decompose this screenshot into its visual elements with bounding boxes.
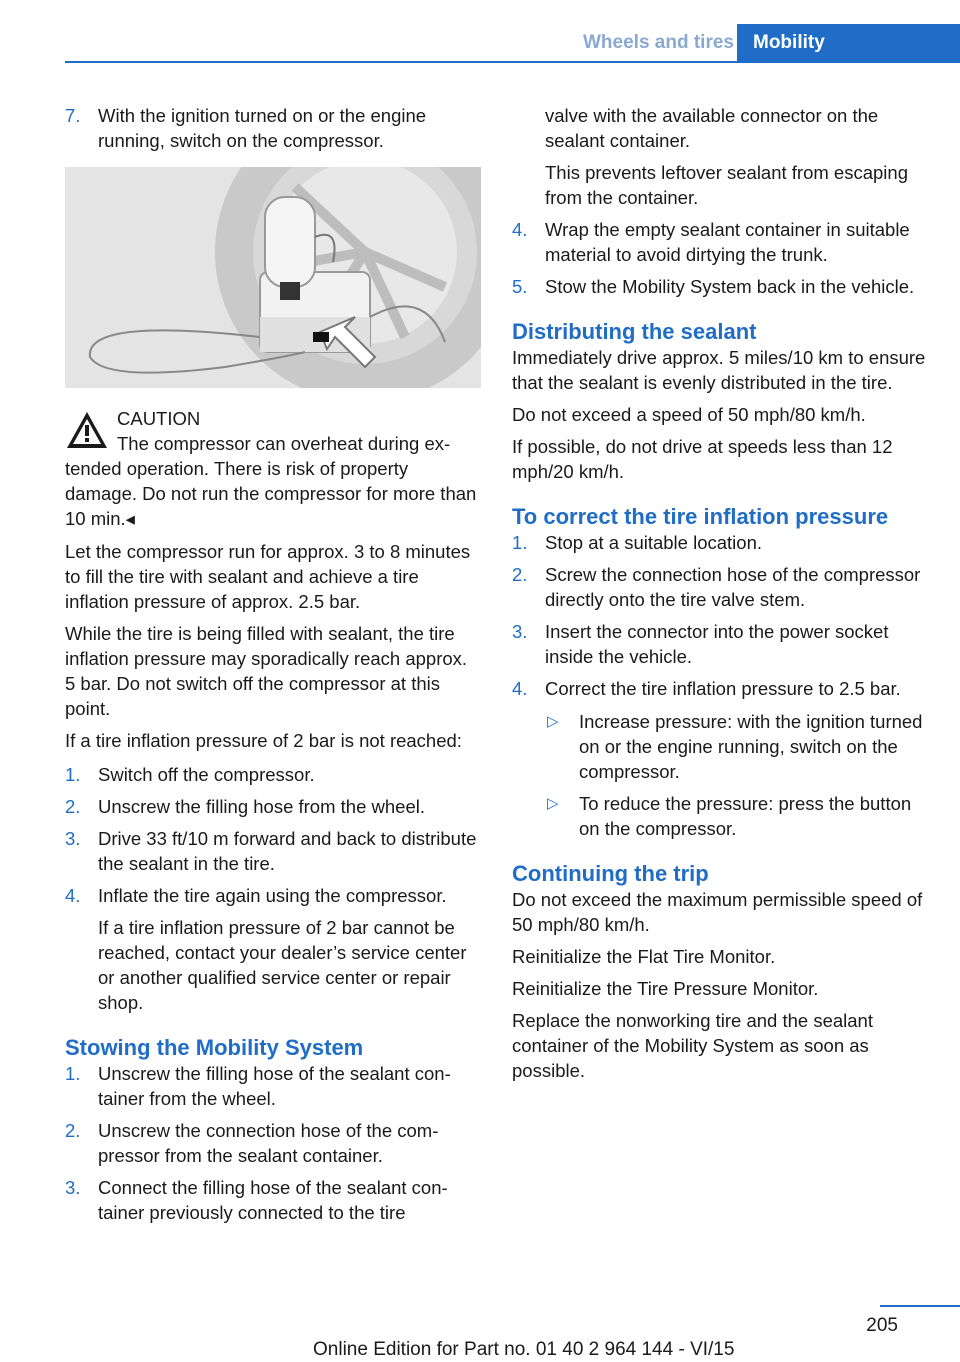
- list-item: [512, 676, 932, 841]
- list-text: Drive 33 ft/10 m forward and back to distribute the sealant in the tire.: [98, 828, 477, 874]
- list-item: [65, 1118, 481, 1168]
- list-text: Switch off the compressor.: [98, 764, 315, 785]
- footer-rule: [880, 1305, 960, 1307]
- caution-text-1: The compressor can overheat during ex-: [117, 433, 451, 454]
- list-text: Stow the Mobility System back in the vehicle.: [545, 276, 915, 297]
- bullet-triangle-icon: ▷: [547, 795, 559, 812]
- paragraph: Do not exceed the maximum permissible speed of 50 mph/80 km/h.: [512, 889, 923, 935]
- warning-triangle-icon: [65, 410, 109, 450]
- list-item: [512, 217, 932, 267]
- list-text: Inflate the tire again using the compressor.: [98, 885, 447, 906]
- heading-distributing: Distributing the sealant: [512, 319, 757, 344]
- list-text: Unscrew the connection hose of the compressor from the sealant container.: [98, 1120, 439, 1166]
- list-item: [65, 883, 481, 1015]
- list-item: [512, 530, 932, 555]
- compressor-illustration: [65, 167, 481, 388]
- list-item: [512, 562, 932, 612]
- numbered-list: [65, 762, 481, 1015]
- caution-notice: [65, 406, 481, 531]
- list-number: 3.: [512, 621, 528, 642]
- paragraph: Let the compressor run for approx. 3 to 8 minutes to fill the tire with sealant and achieve a tire inflation pressure of approx. 2.5 bar.: [65, 541, 471, 612]
- list-number: 1.: [512, 532, 528, 553]
- paragraph: Reinitialize the Flat Tire Monitor.: [512, 946, 776, 967]
- list-item: [512, 619, 932, 669]
- list-text: Unscrew the filling hose of the sealant container from the wheel.: [98, 1063, 451, 1109]
- bullet-list: [545, 709, 932, 841]
- list-number: 2.: [512, 564, 528, 585]
- paragraph: Do not exceed a speed of 50 mph/80 km/h.: [512, 404, 866, 425]
- paragraph: While the tire is being filled with sealant, the tire inflation pressure may sporadically reach approx. 5 bar. Do not switch off the compressor at this point.: [65, 623, 468, 719]
- list-text: Wrap the empty sealant container in suitable material to avoid dirtying the trunk.: [545, 219, 910, 265]
- list-extra-text: If a tire inflation pressure of 2 bar cannot be reached, contact your dealer’s service center or another qualified service center or repair shop.: [98, 917, 467, 1013]
- list-number: 2.: [65, 1120, 81, 1141]
- paragraph: Reinitialize the Tire Pressure Monitor.: [512, 978, 819, 999]
- list-text: Correct the tire inflation pressure to 2.5 bar.: [545, 678, 901, 699]
- right-column: [512, 103, 932, 1090]
- list-text: Stop at a suitable location.: [545, 532, 763, 553]
- list-text: Screw the connection hose of the compressor directly onto the tire valve stem.: [545, 564, 921, 610]
- numbered-list: [512, 530, 932, 841]
- list-item: [65, 103, 481, 153]
- numbered-list: [512, 217, 932, 299]
- paragraph: Replace the nonworking tire and the sealant container of the Mobility System as soon as possible.: [512, 1010, 873, 1081]
- page-number: 205: [866, 1315, 898, 1336]
- list-number: 3.: [65, 828, 81, 849]
- heading-stowing: Stowing the Mobility System: [65, 1035, 364, 1060]
- heading-continuing: Continuing the trip: [512, 861, 709, 886]
- list-item: [65, 826, 481, 876]
- list-item: [65, 1061, 481, 1111]
- list-number: 4.: [512, 219, 528, 240]
- list-text: With the ignition turned on or the engine running, switch on the compressor.: [98, 105, 427, 151]
- list-item: [65, 762, 481, 787]
- paragraph: If a tire inflation pressure of 2 bar is not reached:: [65, 730, 462, 751]
- list-item: [512, 274, 932, 299]
- list-number: 7.: [65, 105, 81, 126]
- paragraph: This prevents leftover sealant from escaping from the container.: [545, 162, 908, 208]
- bullet-triangle-icon: ▷: [547, 713, 559, 730]
- list-number: 4.: [65, 885, 81, 906]
- heading-correct-pressure: To correct the tire inflation pressure: [512, 504, 889, 529]
- list-number: 5.: [512, 276, 528, 297]
- paragraph: Immediately drive approx. 5 miles/10 km to ensure that the sealant is evenly distributed in the tire.: [512, 347, 926, 393]
- caution-title: CAUTION: [117, 408, 201, 429]
- list-item: [545, 709, 932, 784]
- header-section: Wheels and tires: [583, 32, 734, 53]
- left-column: [65, 103, 481, 1232]
- list-text: Insert the connector into the power socket inside the vehicle.: [545, 621, 889, 667]
- list-number: 3.: [65, 1177, 81, 1198]
- list-item: [65, 1175, 481, 1225]
- paragraph: valve with the available connector on the sealant container.: [545, 105, 879, 151]
- list-number: 1.: [65, 1063, 81, 1084]
- list-number: 4.: [512, 678, 528, 699]
- list-text: Connect the filling hose of the sealant container previously connected to the tire: [98, 1177, 448, 1223]
- list-number: 1.: [65, 764, 81, 785]
- edition-footer: Online Edition for Part no. 01 40 2 964 144 - VI/15: [313, 1339, 735, 1360]
- header-rule: [65, 61, 960, 63]
- caution-text-2: tended operation. There is risk of property damage. Do not run the compressor for more than 10 min.◂: [65, 458, 477, 529]
- list-item: [545, 791, 932, 841]
- list-text: Increase pressure: with the ignition turned on or the engine running, switch on the compressor.: [579, 711, 923, 782]
- header-chapter-tab: Mobility: [737, 24, 960, 62]
- list-item: [65, 794, 481, 819]
- numbered-list: [65, 1061, 481, 1225]
- list-text: Unscrew the filling hose from the wheel.: [98, 796, 425, 817]
- list-number: 2.: [65, 796, 81, 817]
- paragraph: If possible, do not drive at speeds less than 12 mph/20 km/h.: [512, 436, 893, 482]
- list-text: To reduce the pressure: press the button on the compressor.: [579, 793, 912, 839]
